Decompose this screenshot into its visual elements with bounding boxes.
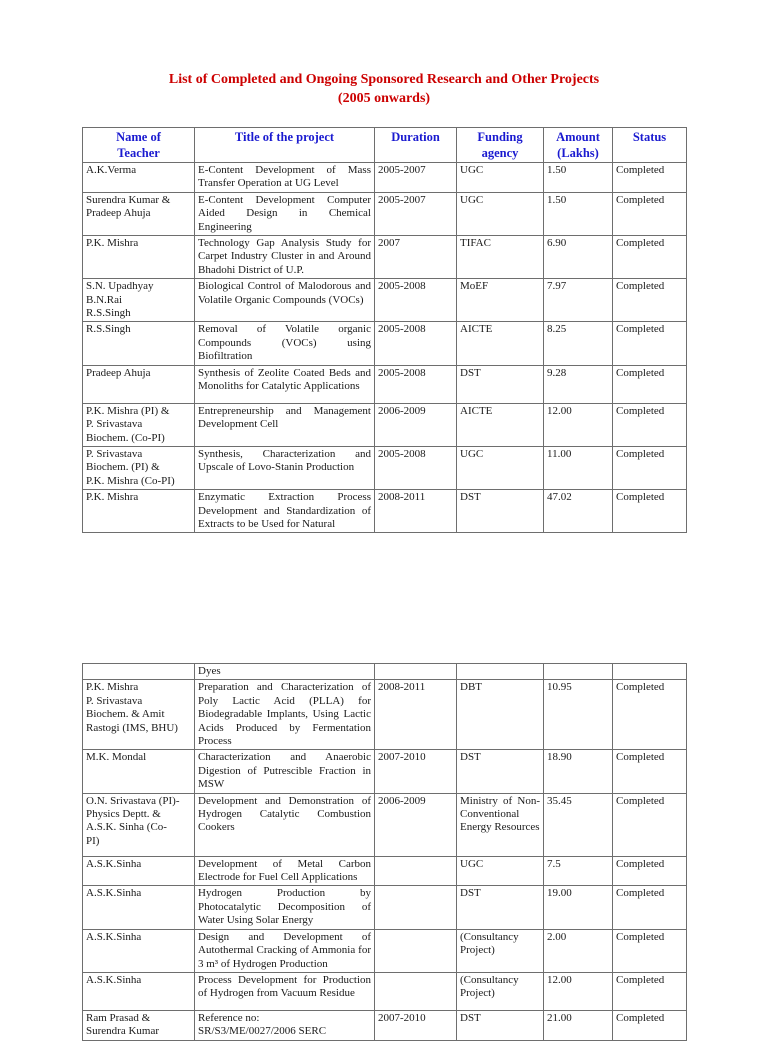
cell-duration: 2005-2008 — [375, 322, 457, 365]
cell-title: E-Content Development Computer Aided Design in Chemical Engineering — [195, 192, 375, 235]
table-row — [83, 886, 687, 929]
cell-duration: 2007-2010 — [375, 1010, 457, 1040]
cell-title: Development of Metal Carbon Electrode for Fuel Cell Applications — [195, 856, 375, 886]
cell-amount: 1.50 — [544, 192, 613, 235]
header-amount: Amount (Lakhs) — [544, 128, 613, 163]
cell-amount: 12.00 — [544, 403, 613, 446]
cell-agency: (Consultancy Project) — [457, 972, 544, 1010]
cell-amount: 35.45 — [544, 793, 613, 856]
table-row — [83, 322, 687, 365]
header-agency: Funding agency — [457, 128, 544, 163]
cell-name: P.K. Mishra — [83, 236, 195, 279]
cell-duration — [375, 886, 457, 929]
cell-status — [613, 664, 687, 680]
table-row — [83, 446, 687, 489]
cell-agency: UGC — [457, 446, 544, 489]
cell-status: Completed — [613, 192, 687, 235]
cell-title: Design and Development of Autothermal Cracking of Ammonia for 3 m³ of Hydrogen Production — [195, 929, 375, 972]
cell-duration — [375, 856, 457, 886]
cell-agency: UGC — [457, 163, 544, 193]
cell-agency: AICTE — [457, 322, 544, 365]
table-row — [83, 403, 687, 446]
title-line-1: List of Completed and Ongoing Sponsored Research and Other Projects — [168, 72, 600, 87]
cell-duration: 2007-2010 — [375, 750, 457, 793]
cell-name: A.S.K.Sinha — [83, 886, 195, 929]
projects-table-part-2 — [82, 663, 687, 1041]
cell-amount: 21.00 — [544, 1010, 613, 1040]
cell-title: Process Development for Production of Hydrogen from Vacuum Residue — [195, 972, 375, 1010]
cell-status: Completed — [613, 680, 687, 750]
cell-duration: 2005-2007 — [375, 192, 457, 235]
cell-duration: 2008-2011 — [375, 490, 457, 533]
cell-amount: 12.00 — [544, 972, 613, 1010]
cell-agency: Ministry of Non-Conventional Energy Resources — [457, 793, 544, 856]
cell-title: Reference no: SR/S3/ME/0027/2006 SERC — [195, 1010, 375, 1040]
cell-duration: 2006-2009 — [375, 403, 457, 446]
cell-agency: DST — [457, 1010, 544, 1040]
cell-amount: 2.00 — [544, 929, 613, 972]
cell-status: Completed — [613, 322, 687, 365]
cell-amount: 8.25 — [544, 322, 613, 365]
cell-agency: DBT — [457, 680, 544, 750]
cell-title: Biological Control of Malodorous and Volatile Organic Compounds (VOCs) — [195, 279, 375, 322]
cell-status: Completed — [613, 750, 687, 793]
header-name: Name of Teacher — [83, 128, 195, 163]
cell-name: P. Srivastava Biochem. (PI) & P.K. Mishra (Co-PI) — [83, 446, 195, 489]
table-row — [83, 279, 687, 322]
table-row — [83, 163, 687, 193]
cell-name: Surendra Kumar & Pradeep Ahuja — [83, 192, 195, 235]
cell-duration: 2005-2008 — [375, 446, 457, 489]
cell-duration: 2005-2007 — [375, 163, 457, 193]
cell-name: P.K. Mishra (PI) & P. Srivastava Biochem. (Co-PI) — [83, 403, 195, 446]
cell-amount: 7.97 — [544, 279, 613, 322]
cell-title: Enzymatic Extraction Process Development and Standardization of Extracts to be Used for Natural — [195, 490, 375, 533]
cell-title: Dyes — [195, 664, 375, 680]
cell-title: Synthesis, Characterization and Upscale of Lovo-Stanin Production — [195, 446, 375, 489]
cell-status: Completed — [613, 446, 687, 489]
cell-status: Completed — [613, 163, 687, 193]
cell-name: S.N. Upadhyay B.N.Rai R.S.Singh — [83, 279, 195, 322]
cell-status: Completed — [613, 365, 687, 403]
header-title: Title of the project — [195, 128, 375, 163]
cell-status: Completed — [613, 279, 687, 322]
header-duration: Duration — [375, 128, 457, 163]
table-row — [83, 856, 687, 886]
cell-agency: DST — [457, 750, 544, 793]
cell-status: Completed — [613, 1010, 687, 1040]
cell-status: Completed — [613, 236, 687, 279]
cell-name: O.N. Srivastava (PI)- Physics Deptt. & A.S.K. Sinha (Co- PI) — [83, 793, 195, 856]
cell-title: Hydrogen Production by Photocatalytic Decomposition of Water Using Solar Energy — [195, 886, 375, 929]
cell-name — [83, 664, 195, 680]
cell-duration — [375, 929, 457, 972]
cell-name: Ram Prasad & Surendra Kumar — [83, 1010, 195, 1040]
table-row — [83, 793, 687, 856]
cell-name: A.S.K.Sinha — [83, 856, 195, 886]
cell-amount: 7.5 — [544, 856, 613, 886]
cell-name: R.S.Singh — [83, 322, 195, 365]
cell-amount — [544, 664, 613, 680]
table-row — [83, 236, 687, 279]
cell-duration: 2005-2008 — [375, 279, 457, 322]
table-header-row — [83, 128, 687, 163]
cell-status: Completed — [613, 929, 687, 972]
cell-duration: 2006-2009 — [375, 793, 457, 856]
cell-name: P.K. Mishra — [83, 490, 195, 533]
cell-name: A.K.Verma — [83, 163, 195, 193]
cell-title: Technology Gap Analysis Study for Carpet Industry Cluster in and Around Bhadohi District of U.P. — [195, 236, 375, 279]
cell-agency: AICTE — [457, 403, 544, 446]
cell-amount: 11.00 — [544, 446, 613, 489]
cell-duration: 2008-2011 — [375, 680, 457, 750]
table-row — [83, 680, 687, 750]
cell-status: Completed — [613, 793, 687, 856]
title-line-2: (2005 onwards) — [337, 91, 431, 106]
cell-agency: TIFAC — [457, 236, 544, 279]
cell-title: E-Content Development of Mass Transfer Operation at UG Level — [195, 163, 375, 193]
cell-duration: 2005-2008 — [375, 365, 457, 403]
cell-name: P.K. Mishra P. Srivastava Biochem. & Amit Rastogi (IMS, BHU) — [83, 680, 195, 750]
cell-title: Preparation and Characterization of Poly Lactic Acid (PLLA) for Biodegradable Implants, Using Lactic Acids Produced by Fermentation Process — [195, 680, 375, 750]
cell-amount: 6.90 — [544, 236, 613, 279]
cell-title: Development and Demonstration of Hydrogen Catalytic Combustion Cookers — [195, 793, 375, 856]
projects-table-part-1 — [82, 127, 687, 533]
cell-agency: UGC — [457, 856, 544, 886]
cell-agency — [457, 664, 544, 680]
cell-agency: DST — [457, 886, 544, 929]
cell-title: Removal of Volatile organic Compounds (VOCs) using Biofiltration — [195, 322, 375, 365]
cell-name: M.K. Mondal — [83, 750, 195, 793]
cell-duration — [375, 664, 457, 680]
cell-name: Pradeep Ahuja — [83, 365, 195, 403]
cell-agency: UGC — [457, 192, 544, 235]
table-row — [83, 750, 687, 793]
table-row — [83, 1010, 687, 1040]
cell-amount: 19.00 — [544, 886, 613, 929]
cell-status: Completed — [613, 403, 687, 446]
cell-agency: DST — [457, 490, 544, 533]
cell-title: Entrepreneurship and Management Development Cell — [195, 403, 375, 446]
table-row — [83, 365, 687, 403]
table-row — [83, 192, 687, 235]
cell-amount: 18.90 — [544, 750, 613, 793]
table-row — [83, 664, 687, 680]
cell-amount: 1.50 — [544, 163, 613, 193]
cell-status: Completed — [613, 856, 687, 886]
cell-duration — [375, 972, 457, 1010]
table-row — [83, 929, 687, 972]
cell-amount: 47.02 — [544, 490, 613, 533]
cell-title: Characterization and Anaerobic Digestion of Putrescible Fraction in MSW — [195, 750, 375, 793]
cell-duration: 2007 — [375, 236, 457, 279]
cell-status: Completed — [613, 972, 687, 1010]
header-status: Status — [613, 128, 687, 163]
cell-status: Completed — [613, 886, 687, 929]
cell-agency: MoEF — [457, 279, 544, 322]
cell-agency: DST — [457, 365, 544, 403]
cell-title: Synthesis of Zeolite Coated Beds and Monoliths for Catalytic Applications — [195, 365, 375, 403]
cell-amount: 10.95 — [544, 680, 613, 750]
cell-status: Completed — [613, 490, 687, 533]
table-row — [83, 490, 687, 533]
cell-amount: 9.28 — [544, 365, 613, 403]
table-row — [83, 972, 687, 1010]
page-title — [0, 70, 768, 108]
cell-name: A.S.K.Sinha — [83, 972, 195, 1010]
cell-agency: (Consultancy Project) — [457, 929, 544, 972]
cell-name: A.S.K.Sinha — [83, 929, 195, 972]
